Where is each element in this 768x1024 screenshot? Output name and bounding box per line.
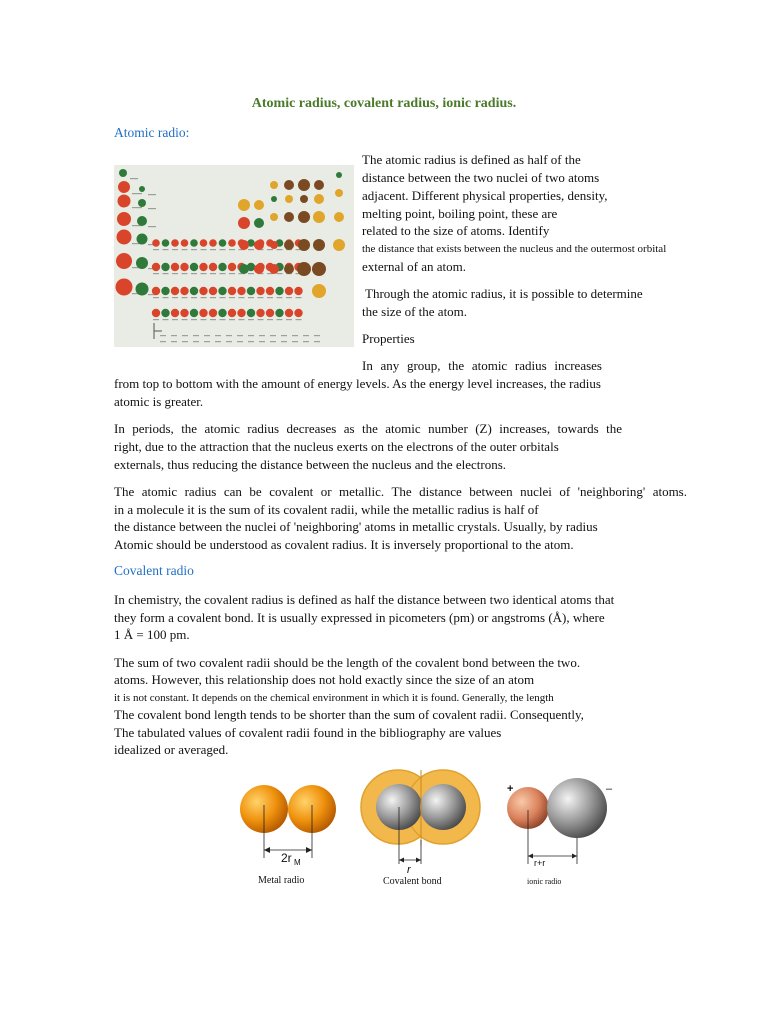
atom-dot [298, 211, 310, 223]
atom-dot [209, 309, 217, 317]
atom-dot [335, 189, 343, 197]
tiny-label-mark [248, 319, 254, 320]
covalent-atom-right [420, 784, 466, 830]
tiny-label-mark [281, 341, 287, 342]
tiny-label-mark [132, 207, 142, 208]
atom-dot [294, 309, 302, 317]
atom-dot [218, 263, 226, 271]
tiny-label-mark [191, 273, 197, 274]
tiny-label-mark [229, 249, 235, 250]
tiny-label-mark [182, 249, 188, 250]
tiny-label-mark [314, 341, 320, 342]
tiny-label-mark [248, 341, 254, 342]
tiny-label-mark [277, 273, 283, 274]
atom-dot [152, 263, 160, 271]
tiny-label-mark [229, 297, 235, 298]
atom-dot [180, 309, 188, 317]
tiny-label-mark [171, 341, 177, 342]
atom-dot [200, 239, 208, 247]
atom-dot [209, 263, 217, 271]
covalent-sum-line: The tabulated values of covalent radii found in the bibliography are values [114, 725, 502, 740]
atom-dot [116, 279, 133, 296]
atom-dot [190, 239, 198, 247]
atom-dot [271, 196, 277, 202]
atom-dot [300, 195, 308, 203]
tiny-label-mark [182, 341, 188, 342]
radius-types-graphic [236, 760, 626, 890]
tiny-label-mark [172, 319, 178, 320]
covalent-metallic-line: The atomic radius can be covalent or metallic. The distance between nuclei of 'neighboring' atoms. [114, 484, 687, 499]
atom-dot [228, 263, 236, 271]
ionic-radius-illustration [507, 778, 613, 886]
group-line: atomic is greater. [114, 394, 204, 409]
atom-dot [298, 179, 310, 191]
tiny-label-mark [204, 341, 210, 342]
covalent-def-line: 1 Å = 100 pm. [114, 627, 190, 642]
atom-dot [294, 287, 302, 295]
tiny-label-mark [201, 319, 207, 320]
atom-dot [285, 287, 293, 295]
atom-dot [266, 309, 274, 317]
atom-dot [285, 309, 293, 317]
tiny-label-mark [296, 297, 302, 298]
covalent-metallic-line: Atomic should be understood as covalent radius. It is inversely proportional to the atom. [114, 537, 574, 552]
atom-dot [190, 309, 198, 317]
tiny-label-mark [267, 319, 273, 320]
atomic-intro-line: external of an atom. [362, 259, 466, 274]
covalent-sum-line: atoms. However, this relationship does not hold exactly since the size of an atom [114, 672, 535, 687]
properties-label: Properties [362, 331, 415, 346]
atom-dot [137, 234, 148, 245]
tiny-label-mark [248, 335, 254, 336]
atom-dot [228, 239, 236, 247]
tiny-label-mark [172, 297, 178, 298]
tiny-label-mark [210, 249, 216, 250]
atom-dot [275, 287, 283, 295]
tiny-label-mark [171, 335, 177, 336]
atom-dot [199, 287, 207, 295]
periodic-radius-table-image [114, 165, 354, 347]
tiny-label-mark [153, 319, 159, 320]
tiny-label-mark [258, 319, 264, 320]
periods-line: externals, thus reducing the distance between the nucleus and the electrons. [114, 457, 507, 472]
atom-dot [137, 216, 147, 226]
atom-dot [139, 186, 145, 192]
tiny-label-mark [182, 335, 188, 336]
atom-dot [161, 309, 169, 317]
atom-dot [218, 309, 226, 317]
atom-dot [239, 264, 249, 274]
tiny-label-mark [286, 297, 292, 298]
atomic-radius-heading: Atomic radio: [114, 125, 190, 140]
series-bracket [154, 323, 162, 339]
atomic-determine-line: the size of the atom. [362, 304, 468, 319]
atom-dot [254, 264, 264, 274]
group-line: from top to bottom with the amount of energy levels. As the energy level increases, the radius [114, 376, 601, 391]
atom-dot [152, 287, 160, 295]
atom-dot [256, 287, 264, 295]
atom-dot [171, 263, 179, 271]
tiny-label-mark [239, 297, 245, 298]
tiny-label-mark [182, 319, 188, 320]
tiny-label-mark [259, 341, 265, 342]
atom-dot [237, 287, 245, 295]
tiny-label-mark [314, 335, 320, 336]
tiny-label-mark [303, 335, 309, 336]
anion-minus-sign: – [606, 783, 613, 795]
tiny-label-mark [296, 319, 302, 320]
metal-caption: Metal radio [258, 875, 305, 886]
tiny-label-mark [163, 319, 169, 320]
atom-dot [313, 211, 325, 223]
atomic-determine-line: Through the atomic radius, it is possible to determine [362, 286, 643, 301]
atom-dot [180, 287, 188, 295]
tiny-label-mark [153, 249, 159, 250]
tiny-label-mark [226, 341, 232, 342]
atomic-intro-line: melting point, boiling point, these are [362, 206, 558, 221]
atom-dot [119, 169, 127, 177]
atom-dot [152, 239, 160, 247]
tiny-label-mark [239, 319, 245, 320]
atomic-intro-line: distance between the two nuclei of two atoms [362, 170, 600, 185]
atom-dot [209, 287, 217, 295]
tiny-label-mark [210, 319, 216, 320]
atom-dot [199, 263, 207, 271]
tiny-label-mark [215, 341, 221, 342]
covalent-metallic-line: the distance between the nuclei of 'neighboring' atoms in metallic crystals. Usually, by radius [114, 519, 598, 534]
metal-radius-illustration [240, 785, 336, 886]
atom-dot [190, 287, 198, 295]
atom-dot [297, 262, 311, 276]
atom-dot [256, 309, 264, 317]
covalent-def-line: In chemistry, the covalent radius is defined as half the distance between two identical atoms that [114, 592, 615, 607]
atom-dot [136, 257, 148, 269]
atom-dot [117, 212, 131, 226]
atom-dot [152, 309, 160, 317]
atom-dot [298, 239, 310, 251]
atom-dot [254, 218, 264, 228]
tiny-label-mark [172, 273, 178, 274]
atom-dot [239, 240, 249, 250]
tiny-label-mark [248, 249, 254, 250]
radius-types-figure [236, 760, 626, 890]
tiny-label-mark [201, 249, 207, 250]
atom-dot [180, 263, 188, 271]
tiny-label-mark [281, 335, 287, 336]
atom-dot [284, 264, 294, 274]
tiny-label-mark [259, 335, 265, 336]
tiny-label-mark [267, 297, 273, 298]
atom-dot [313, 239, 325, 251]
atom-dot [116, 253, 132, 269]
atom-dot [228, 287, 236, 295]
tiny-label-mark [148, 208, 156, 209]
tiny-label-mark [193, 341, 199, 342]
metal-distance-subscript: M [294, 858, 301, 867]
tiny-label-mark [220, 319, 226, 320]
tiny-label-mark [160, 341, 166, 342]
atom-dot [136, 283, 149, 296]
atom-dot [270, 181, 278, 189]
tiny-label-mark [148, 194, 156, 195]
atom-dot [199, 309, 207, 317]
atom-dot [162, 239, 170, 247]
atom-dot [336, 172, 342, 178]
tiny-label-mark [130, 178, 138, 179]
atom-dot [171, 287, 179, 295]
tiny-label-mark [248, 297, 254, 298]
atom-dot [314, 194, 324, 204]
atom-dot [284, 180, 294, 190]
periodic-table-graphic [114, 165, 354, 347]
tiny-label-mark [160, 335, 166, 336]
tiny-label-mark [163, 249, 169, 250]
tiny-label-mark [237, 341, 243, 342]
anion [547, 778, 607, 838]
tiny-label-mark [303, 341, 309, 342]
tiny-label-mark [153, 297, 159, 298]
page-title: Atomic radius, covalent radius, ionic radius. [251, 96, 517, 111]
atom-dot [312, 262, 326, 276]
atom-dot [270, 241, 278, 249]
tiny-label-mark [220, 297, 226, 298]
tiny-label-mark [163, 273, 169, 274]
tiny-label-mark [172, 249, 178, 250]
atom-dot [284, 240, 294, 250]
tiny-label-mark [277, 249, 283, 250]
atom-dot [254, 240, 264, 250]
covalent-sum-line: it is not constant. It depends on the chemical environment in which it is found. Generally, the length [114, 692, 554, 704]
atom-dot [238, 217, 250, 229]
tiny-label-mark [182, 273, 188, 274]
tiny-label-mark [201, 273, 207, 274]
atom-dot [209, 239, 217, 247]
atom-dot [334, 212, 344, 222]
tiny-label-mark [229, 319, 235, 320]
tiny-label-mark [270, 341, 276, 342]
tiny-label-mark [132, 193, 142, 194]
ionic-caption: ionic radio [527, 877, 562, 886]
tiny-label-mark [277, 319, 283, 320]
cation-plus-sign: + [507, 783, 514, 795]
tiny-label-mark [201, 297, 207, 298]
covalent-sum-line: The sum of two covalent radii should be the length of the covalent bond between the two. [114, 655, 581, 670]
tiny-label-mark [191, 297, 197, 298]
tiny-label-mark [210, 273, 216, 274]
atom-dot [247, 287, 255, 295]
covalent-caption: Covalent bond [383, 876, 442, 887]
tiny-label-mark [267, 249, 273, 250]
atom-dot [190, 263, 198, 271]
atom-dot [247, 309, 255, 317]
tiny-label-mark [292, 341, 298, 342]
tiny-label-mark [229, 273, 235, 274]
atom-dot [138, 199, 146, 207]
tiny-label-mark [258, 297, 264, 298]
tiny-label-mark [204, 335, 210, 336]
tiny-label-mark [270, 335, 276, 336]
tiny-label-mark [248, 273, 254, 274]
atom-dot [161, 263, 169, 271]
tiny-label-mark [191, 249, 197, 250]
atom-dot [254, 200, 264, 210]
atom-dot [117, 230, 132, 245]
tiny-label-mark [220, 273, 226, 274]
tiny-label-mark [226, 335, 232, 336]
covalent-metallic-line: in a molecule it is the sum of its covalent radii, while the metallic radius is half of [114, 502, 539, 517]
covalent-bond-illustration [361, 770, 480, 887]
atom-dot [275, 309, 283, 317]
tiny-label-mark [220, 249, 226, 250]
atomic-intro-line: related to the size of atoms. Identify [362, 223, 550, 238]
tiny-label-mark [210, 297, 216, 298]
atom-dot [266, 287, 274, 295]
atom-dot [218, 287, 226, 295]
tiny-label-mark [277, 297, 283, 298]
covalent-def-line: they form a covalent bond. It is usually expressed in picometers (pm) or angstroms (Å), where [114, 610, 605, 625]
atom-dot [181, 239, 189, 247]
tiny-label-mark [182, 297, 188, 298]
covalent-sum-line: The covalent bond length tends to be shorter than the sum of covalent radii. Consequently, [114, 707, 584, 722]
atom-dot [238, 199, 250, 211]
atom-dot [312, 284, 326, 298]
atom-dot [219, 239, 227, 247]
group-line: In any group, the atomic radius increases [362, 358, 602, 373]
atomic-intro-line: adjacent. Different physical properties, density, [362, 188, 608, 203]
tiny-label-mark [148, 226, 156, 227]
atom-dot [171, 309, 179, 317]
atom-dot [284, 212, 294, 222]
tiny-label-mark [153, 273, 159, 274]
tiny-label-mark [191, 319, 197, 320]
tiny-label-mark [286, 319, 292, 320]
atomic-intro-line: The atomic radius is defined as half of the [362, 152, 581, 167]
atom-dot [237, 309, 245, 317]
tiny-label-mark [215, 335, 221, 336]
covalent-distance-label: r [407, 864, 411, 876]
tiny-label-mark [237, 335, 243, 336]
periods-line: In periods, the atomic radius decreases as the atomic number (Z) increases, towards the [114, 421, 622, 436]
ionic-distance-label: r+r [534, 858, 546, 868]
tiny-label-mark [193, 335, 199, 336]
atom-dot [118, 195, 131, 208]
atom-dot [118, 181, 130, 193]
atom-dot [333, 239, 345, 251]
metal-distance-label: 2r [281, 851, 292, 865]
tiny-label-mark [292, 335, 298, 336]
covalent-radius-heading: Covalent radio [114, 563, 194, 578]
atom-dot [161, 287, 169, 295]
atom-dot [285, 195, 293, 203]
atom-dot [171, 239, 179, 247]
atom-dot [269, 264, 279, 274]
periods-line: right, due to the attraction that the nucleus exerts on the electrons of the outer orbitals [114, 439, 559, 454]
tiny-label-mark [163, 297, 169, 298]
atom-dot [270, 213, 278, 221]
atomic-intro-line: the distance that exists between the nucleus and the outermost orbital [362, 243, 667, 255]
atom-dot [314, 180, 324, 190]
covalent-sum-line: idealized or averaged. [114, 742, 229, 757]
atom-dot [228, 309, 236, 317]
